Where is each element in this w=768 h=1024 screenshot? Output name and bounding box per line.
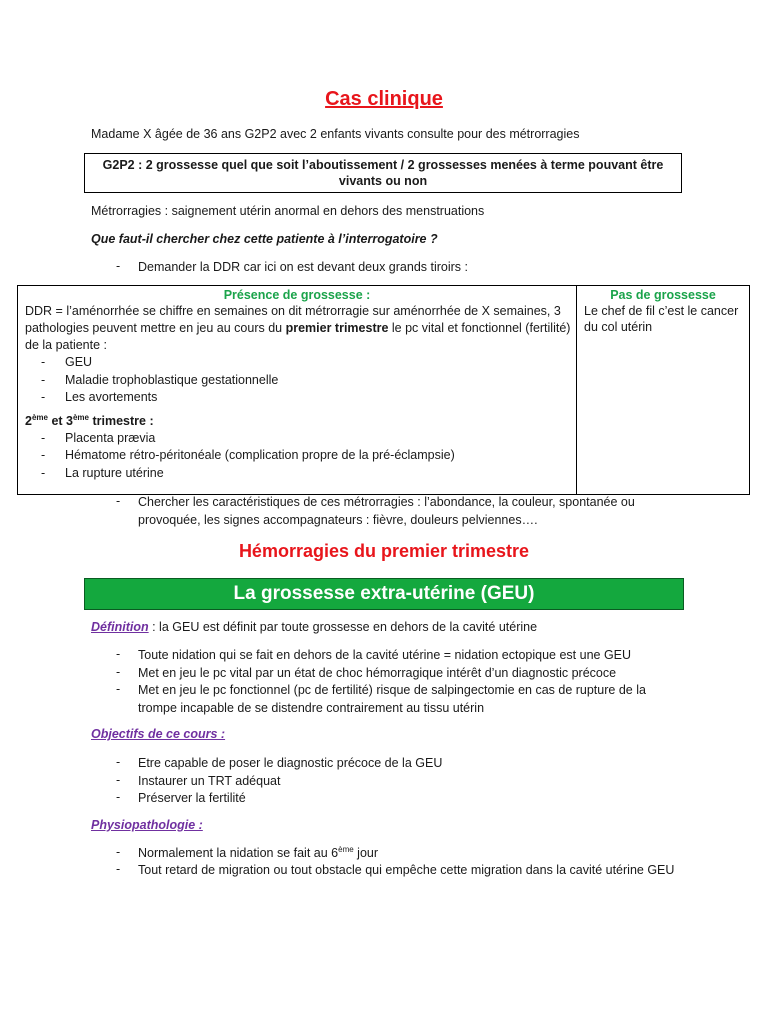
objectif-item: Préserver la fertilité: [138, 791, 246, 805]
g2p2-line1: G2P2 : 2 grossesse quel que soit l’aboutissement / 2 grossesses menées à terme pouvant être: [102, 158, 664, 172]
metrorragies-definition: Métrorragies : saignement utérin anormal en dehors des menstruations: [91, 204, 485, 218]
objectifs-label: Objectifs de ce cours :: [91, 727, 226, 741]
definition-item: Met en jeu le pc vital par un état de choc hémorragique intérêt d’un diagnostic précoce: [138, 666, 617, 680]
bullet-dash: -: [116, 682, 121, 696]
interrogatoire-question: Que faut-il chercher chez cette patiente à l’interrogatoire ?: [91, 232, 438, 246]
objectif-item: Etre capable de poser le diagnostic précoce de la GEU: [138, 756, 443, 770]
no-pregnancy-header: Pas de grossesse: [610, 288, 716, 302]
bullet-dash: -: [116, 665, 121, 679]
definition-item: Met en jeu le pc fonctionnel (pc de fertilité) risque de salpingectomie en cas de rupture de la trompe incapable de se distendre contrairement au tissu utérin: [138, 683, 646, 715]
second-third-trimester-list: [18, 430, 576, 483]
bullet-dash: -: [116, 647, 121, 661]
list-item: - La rupture utérine: [18, 465, 576, 483]
page-title: Cas clinique: [325, 88, 443, 110]
list-item: - Hématome rétro-péritonéale (complication propre de la pré-éclampsie): [18, 447, 576, 465]
first-trimester-list: [18, 354, 576, 407]
physio-item: Normalement la nidation se fait au 6ème jour: [138, 844, 379, 860]
no-pregnancy-cell: [577, 286, 750, 495]
definition-item: Toute nidation qui se fait en dehors de la cavité utérine = nidation ectopique est une GEU: [138, 648, 632, 662]
definition-line: Définition : la GEU est définit par toute grossesse en dehors de la cavité utérine: [91, 620, 538, 634]
list-item: - Placenta prævia: [18, 430, 576, 448]
bullet-dash: -: [116, 845, 121, 859]
bullet-dash: -: [116, 862, 121, 876]
bullet-dash: -: [116, 755, 121, 769]
physiopathologie-label: Physiopathologie :: [91, 818, 203, 832]
no-pregnancy-text: Le chef de fil c’est le cancer du col utérin: [584, 304, 739, 334]
list-item: - Maladie trophoblastique gestationnelle: [18, 372, 576, 390]
pregnancy-cell: [18, 286, 577, 495]
geu-banner: La grossesse extra-utérine (GEU): [84, 578, 684, 610]
g2p2-line2: vivants ou non: [338, 174, 428, 188]
pregnancy-description: DDR = l’aménorrhée se chiffre en semaines on dit métrorragie sur aménorrhée de X semaines, 3 pathologies peuvent mettre en jeu au cours du premier trimestre le pc vital et fonctionnel (fertilité) de la patiente :: [25, 304, 571, 352]
section-title: Hémorragies du premier trimestre: [238, 541, 530, 561]
bullet-dash: -: [116, 773, 121, 787]
physio-item: Tout retard de migration ou tout obstacle qui empêche cette migration dans la cavité utérine GEU: [138, 863, 675, 877]
bullet-dash: -: [116, 259, 121, 273]
definition-label: Définition: [91, 620, 149, 634]
intro-text: Madame X âgée de 36 ans G2P2 avec 2 enfants vivants consulte pour des métrorragies: [91, 127, 580, 141]
bullet-dash: -: [116, 790, 121, 804]
second-third-trimester-heading: 2ème et 3ème trimestre :: [25, 412, 154, 428]
list-item: - GEU: [18, 354, 576, 372]
g2p2-definition-box: [84, 153, 682, 193]
bullet-dash: -: [116, 494, 121, 508]
pregnancy-header: Présence de grossesse :: [223, 288, 371, 302]
objectif-item: Instaurer un TRT adéquat: [138, 774, 281, 788]
bullet-ddr: Demander la DDR car ici on est devant deux grands tiroirs :: [138, 260, 469, 274]
list-item: - Les avortements: [18, 389, 576, 407]
bullet-caracteristiques: Chercher les caractéristiques de ces métrorragies : l’abondance, la couleur, spontanée ou provoquée, les signes accompagnateurs : fièvre, douleurs pelviennes….: [138, 495, 635, 527]
pregnancy-table: [17, 285, 750, 495]
